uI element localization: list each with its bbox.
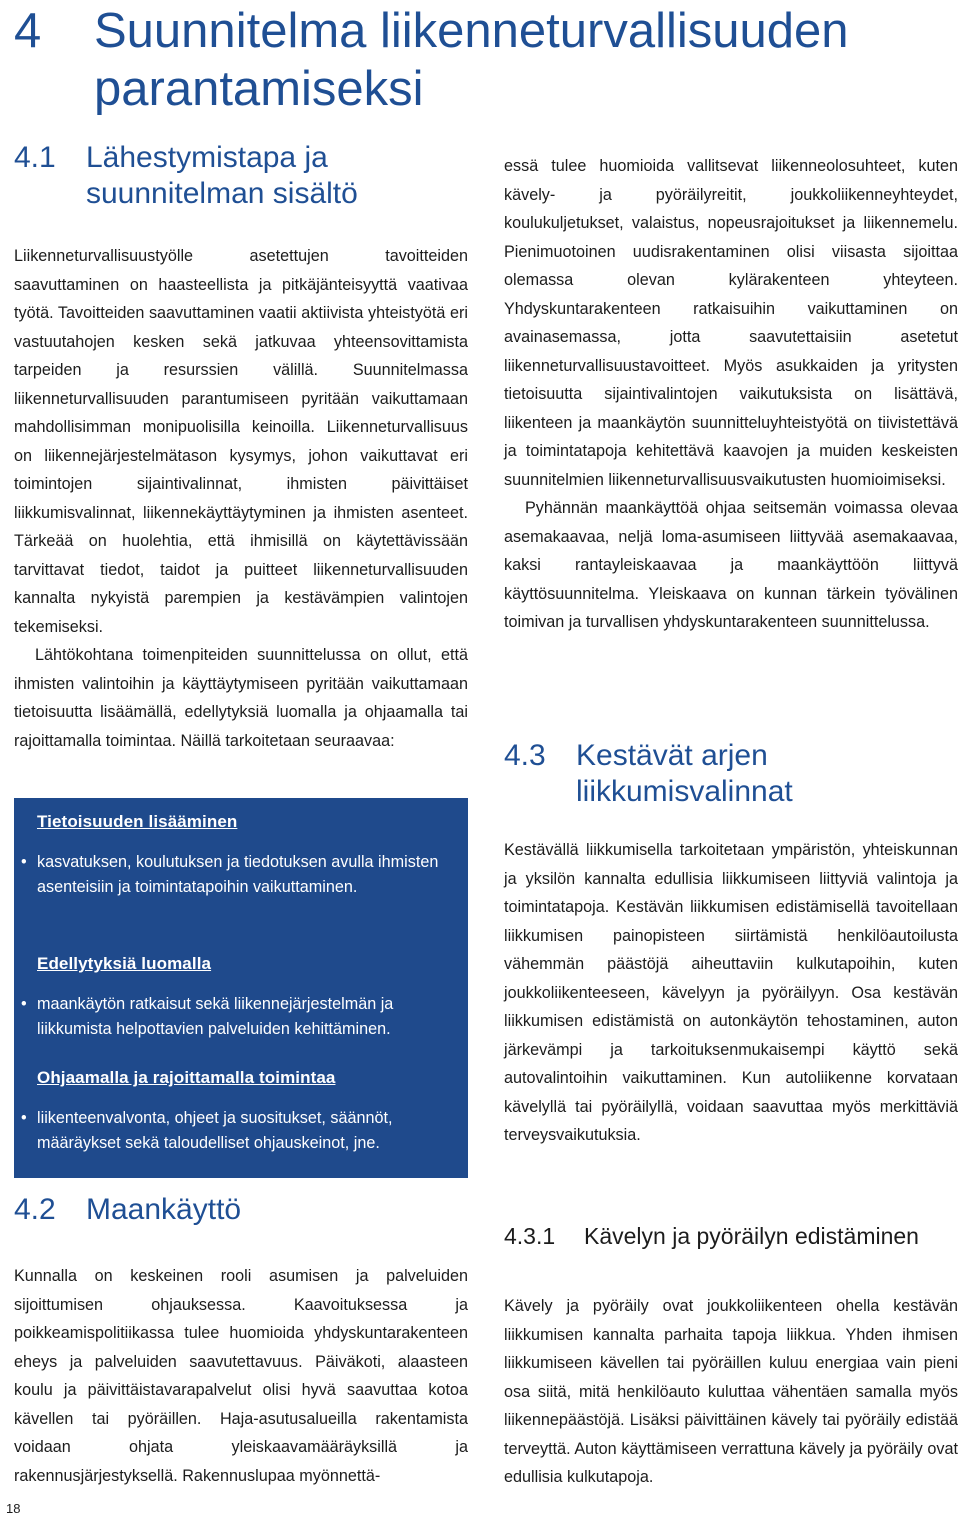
paragraph: Kävely ja pyöräily ovat joukkoliikenteen ohella kestävän liikkumisen kannalta parhaita tapoja liikkua. Yhden ihmisen liikkumiseen kävellen tai pyöräillen kuluu energiaa vain pieni osa siitä, mitä henkilöauto kuluttaa vähentäen samalla myös liikennepäästöjä. Lisäksi päivittäinen kävely tai pyöräily edistää terveyttä. Auton käyttämiseen verrattuna kävely ja pyöräily ovat edullisia kulkutapoja. <box>504 1297 958 1486</box>
section-4-2-body <box>14 1262 468 1490</box>
section-4-3-1-body <box>504 1292 958 1492</box>
chapter-number: 4 <box>14 4 42 58</box>
section-4-3-body <box>504 836 958 1150</box>
chapter-title: Suunnitelma liikenneturvallisuuden parantamiseksi <box>94 4 849 116</box>
section-title: Maankäyttö <box>86 1193 242 1226</box>
box-list-item <box>21 992 462 1041</box>
section-title: Kävelyn ja pyöräilyn edistäminen <box>584 1223 919 1249</box>
section-number: 4.3.1 <box>504 1223 556 1249</box>
section-number: 4.2 <box>14 1193 56 1226</box>
box-item-text: liikenteenvalvonta, ohjeet ja suositukset, säännöt, määräykset sekä taloudelliset ohjauskeinot, jne. <box>37 1109 393 1152</box>
bullet-icon: • <box>21 995 27 1013</box>
box-list-item <box>21 1106 462 1155</box>
measures-box <box>14 798 468 1178</box>
page-number: 18 <box>6 1501 21 1516</box>
bullet-icon: • <box>21 1109 27 1127</box>
box-heading: Ohjaamalla ja rajoittamalla toimintaa <box>37 1068 336 1087</box>
section-title: Lähestymistapa ja suunnitelman sisältö <box>86 141 358 210</box>
box-heading: Edellytyksiä luomalla <box>37 954 212 973</box>
box-item-text: kasvatuksen, koulutuksen ja tiedotuksen avulla ihmisten asenteisiin ja toimintatapoihin vaikuttaminen. <box>37 853 439 896</box>
box-list-item <box>21 850 462 899</box>
paragraph: Pyhännän maankäyttöä ohjaa seitsemän voimassa olevaa asemakaavaa, neljä loma-asumiseen liittyvää asemakaavaa, kaksi rantayleiskaavaa ja maankäyttöön liittyvä käyttösuunnitelma. Yleiskaava on kunnan tärkein työvälinen toimivan ja turvallisen yhdyskuntarakenteen suunnittelussa. <box>504 499 958 631</box>
box-heading: Tietoisuuden lisääminen <box>37 812 238 831</box>
bullet-icon: • <box>21 853 27 871</box>
paragraph: Liikenneturvallisuustyölle asetettujen tavoitteiden saavuttaminen on haasteellista ja pitkäjänteisyyttä vaativaa työtä. Tavoitteiden saavuttaminen vaatii aktiivista yhteistyötä eri vastuutahojen kesken sekä jatkuvaa yhteensovittamista tarpeiden ja resurssien välillä. Suunnitelmassa liikenneturvallisuuden parantumiseen pyritään vaikuttamaan mahdollisimman monipuolisilla keinoilla. Liikenneturvallisuus on liikennejärjestelmätason kysymys, johon vaikuttavat eri toimintojen sijaintivalinnat, ihmisten päivittäiset liikkumisvalinnat, liikennekäyttäytyminen ja ihmisten asenteet. Tärkeää on huolehtia, että ihmisillä on käytettävissään tarvittavat tiedot, taidot ja puitteet liikenneturvallisuuden kannalta nykyistä parempien ja kestävämpien valintojen tekemiseksi. <box>14 247 468 636</box>
section-number: 4.1 <box>14 141 56 174</box>
right-column-body <box>504 152 958 637</box>
paragraph: Lähtökohtana toimenpiteiden suunnittelussa on ollut, että ihmisten valintoihin ja käyttäytymiseen pyritään vaikuttamaan tietoisuutta lisäämällä, edellytyksiä luomalla ja ohjaamalla tai rajoittamalla toimintaa. Näillä tarkoitetaan seuraavaa: <box>14 646 468 750</box>
section-4-1-body <box>14 242 468 755</box>
box-item-text: maankäytön ratkaisut sekä liikennejärjestelmän ja liikkumista helpottavien palveluiden kehittäminen. <box>37 995 394 1038</box>
section-title: Kestävät arjen liikkumisvalinnat <box>576 739 793 808</box>
paragraph: Kunnalla on keskeinen rooli asumisen ja palveluiden sijoittumisen ohjauksessa. Kaavoituksessa ja poikkeamispolitiikassa tulee huomioida yhdyskuntarakenteen eheys ja palveluiden saavutettavuus. Päiväkoti, alaasteen koulu ja päivittäistavarapalvelut olisi hyvä saavuttaa kotoa kävellen tai pyöräillen. Haja-asutusalueilla rakentamista voidaan ohjata yleiskaavamääräyksillä ja rakennusjärjestyksellä. Rakennuslupaa myönnettä- <box>14 1267 468 1485</box>
section-number: 4.3 <box>504 739 546 772</box>
paragraph: Kestävällä liikkumisella tarkoitetaan ympäristön, yhteiskunnan ja yksilön kannalta edullisia liikkumiseen liittyviä valintoja ja toimintatapoja. Kestävän liikkumisen edistämisellä tavoitellaan liikkumisen painopisteen siirtämistä henkilöautoilusta vähemmän päästöjä aiheuttaviin kulkutapoihin, kuten joukkoliikenteeseen, kävelyyn ja pyöräilyyn. Osa kestävän liikkumisen edistämistä on autonkäytön tehostaminen, auton järkevämpi ja tarkoituksenmukaisempi käyttö sekä autovalintoihin vaikuttaminen. Kun autoliikenne korvataan kävelyllä tai pyöräilyllä, voidaan saavuttaa myös merkittäviä terveysvaikutuksia. <box>504 841 958 1144</box>
paragraph: essä tulee huomioida vallitsevat liikenneolosuhteet, kuten kävely- ja pyöräilyreitit, joukkoliikenneyhteydet, koulukuljetukset, valaistus, nopeusrajoitukset ja liikennemelu. Pienimuotoinen uudisrakentaminen olisi viisasta sijoittaa olemassa olevan kylärakenteen yhteyteen. Yhdyskuntarakenteen ratkaisuihin vaikuttaminen on avainasemassa, jotta saavutettaisiin asetetut liikenneturvallisuustavoitteet. Myös asukkaiden ja yritysten tietoisuutta sijaintivalintojen vaikutuksista on lisättävä, liikenteen ja maankäytön suunnitteluyhteistyötä on tiivistettävä ja toimintatapoja kehitettävä kaavojen ja muiden keskeisten suunnitelmien liikenneturvallisuusvaikutusten huomioimiseksi. <box>504 157 958 489</box>
